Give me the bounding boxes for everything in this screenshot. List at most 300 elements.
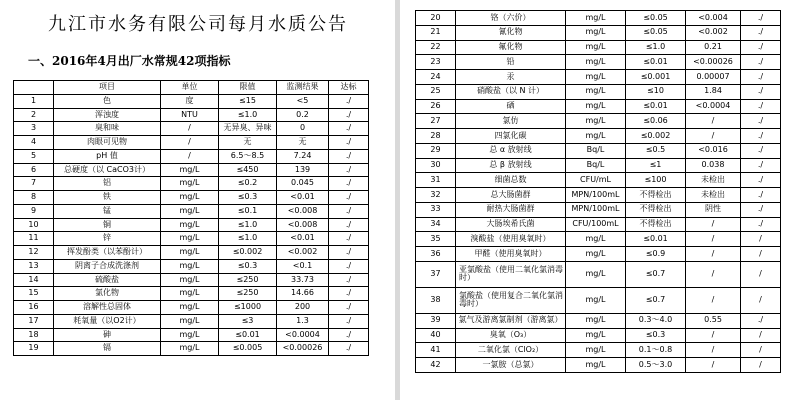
row-result: 阴性 (686, 202, 741, 217)
row-limit: 不得检出 (626, 202, 686, 217)
row-result: <0.00026 (686, 55, 741, 70)
row-compliance: ./ (741, 11, 781, 26)
row-index: 15 (14, 287, 54, 301)
row-limit: ≤0.01 (626, 99, 686, 114)
row-compliance: ./ (741, 70, 781, 85)
row-compliance: ./ (329, 314, 369, 328)
row-compliance: ./ (329, 191, 369, 205)
row-result: 139 (277, 163, 329, 177)
table-row (14, 191, 369, 205)
row-index: 27 (416, 114, 456, 129)
row-unit: mg/L (566, 232, 626, 247)
row-index: 26 (416, 99, 456, 114)
row-item: 浑浊度 (54, 108, 161, 122)
row-limit: ≤0.3 (219, 259, 277, 273)
row-index: 4 (14, 136, 54, 150)
row-index: 29 (416, 143, 456, 158)
row-result: 0.045 (277, 177, 329, 191)
row-result: / (686, 328, 741, 343)
row-compliance: / (741, 232, 781, 247)
row-index: 30 (416, 158, 456, 173)
row-compliance: ./ (329, 204, 369, 218)
row-limit: ≤1000 (219, 301, 277, 315)
row-compliance: ./ (741, 114, 781, 129)
row-unit: mg/L (566, 287, 626, 313)
water-quality-table-left (13, 80, 369, 356)
document-title: 九江市水务有限公司每月水质公告 (48, 14, 348, 35)
row-unit: mg/L (161, 177, 219, 191)
row-result: 33.73 (277, 273, 329, 287)
table-row (14, 232, 369, 246)
row-unit: / (161, 149, 219, 163)
row-unit: mg/L (161, 328, 219, 342)
row-index: 22 (416, 40, 456, 55)
table-row (14, 287, 369, 301)
row-item: 铝 (54, 177, 161, 191)
row-unit: mg/L (161, 232, 219, 246)
row-unit: CFU/mL (566, 173, 626, 188)
row-index: 11 (14, 232, 54, 246)
table-row (416, 202, 781, 217)
row-limit: ≤0.1 (219, 204, 277, 218)
table-row (416, 70, 781, 85)
row-unit: MPN/100mL (566, 202, 626, 217)
row-result: / (686, 261, 741, 287)
row-limit: ≤0.005 (219, 342, 277, 356)
row-compliance: / (741, 343, 781, 358)
row-unit: mg/L (161, 301, 219, 315)
row-result: 0 (277, 122, 329, 136)
row-unit: mg/L (161, 204, 219, 218)
row-unit: mg/L (161, 342, 219, 356)
row-compliance: / (741, 287, 781, 313)
table-row (416, 55, 781, 70)
row-limit: ≤0.002 (219, 246, 277, 260)
row-limit: ≤0.5 (626, 143, 686, 158)
row-item: pH 值 (54, 149, 161, 163)
row-result: 14.66 (277, 287, 329, 301)
table-row (416, 188, 781, 203)
row-compliance: ./ (741, 84, 781, 99)
row-item: 亚氯酸盐（使用二氧化氯消毒时） (456, 261, 566, 287)
row-compliance: ./ (329, 136, 369, 150)
table-row (14, 218, 369, 232)
row-index: 18 (14, 328, 54, 342)
row-limit: 无异臭、异味 (219, 122, 277, 136)
table-row (416, 99, 781, 114)
header-limit: 限值 (219, 81, 277, 95)
row-limit: ≤250 (219, 273, 277, 287)
row-result: <0.008 (277, 204, 329, 218)
row-index: 38 (416, 287, 456, 313)
row-index: 3 (14, 122, 54, 136)
row-result: <0.002 (277, 246, 329, 260)
row-result: 1.3 (277, 314, 329, 328)
table-row (14, 328, 369, 342)
row-item: 总 α 放射线 (456, 143, 566, 158)
row-result: <0.0004 (277, 328, 329, 342)
row-limit: ≤100 (626, 173, 686, 188)
row-unit: mg/L (566, 261, 626, 287)
table-row (14, 177, 369, 191)
row-compliance: ./ (329, 232, 369, 246)
table-row (416, 287, 781, 313)
row-index: 19 (14, 342, 54, 356)
row-limit: ≤0.01 (626, 232, 686, 247)
row-limit: ≤0.05 (626, 25, 686, 40)
section-heading: 一、2016年4月出厂水常规42项指标 (28, 54, 231, 68)
row-limit: 不得检出 (626, 217, 686, 232)
row-compliance: ./ (329, 328, 369, 342)
row-result: 7.24 (277, 149, 329, 163)
table-row (14, 108, 369, 122)
row-result: <0.0004 (686, 99, 741, 114)
row-result: <0.004 (686, 11, 741, 26)
row-item: 氯化物 (54, 287, 161, 301)
row-limit: 无 (219, 136, 277, 150)
table-row (416, 158, 781, 173)
header-item: 项目 (54, 81, 161, 95)
row-unit: CFU/100mL (566, 217, 626, 232)
table-row (416, 11, 781, 26)
row-compliance: ./ (329, 342, 369, 356)
table-row (416, 40, 781, 55)
row-result: 未检出 (686, 188, 741, 203)
header-compliance: 达标 (329, 81, 369, 95)
header-result: 监测结果 (277, 81, 329, 95)
row-compliance: ./ (741, 173, 781, 188)
row-item: 铁 (54, 191, 161, 205)
row-result: 0.00007 (686, 70, 741, 85)
table-row (416, 217, 781, 232)
row-item: 砷 (54, 328, 161, 342)
row-index: 10 (14, 218, 54, 232)
row-compliance: ./ (329, 149, 369, 163)
row-result: 1.84 (686, 84, 741, 99)
row-index: 17 (14, 314, 54, 328)
row-compliance: ./ (741, 202, 781, 217)
row-unit: mg/L (566, 328, 626, 343)
row-compliance: ./ (329, 122, 369, 136)
row-result: 0.2 (277, 108, 329, 122)
row-item: 锌 (54, 232, 161, 246)
row-compliance: ./ (329, 94, 369, 108)
table-row (14, 204, 369, 218)
row-limit: ≤10 (626, 84, 686, 99)
row-limit: ≤1.0 (219, 108, 277, 122)
row-result: / (686, 232, 741, 247)
row-compliance: / (741, 247, 781, 262)
table-row (416, 328, 781, 343)
row-result: / (686, 358, 741, 373)
row-limit: ≤1.0 (219, 218, 277, 232)
row-index: 35 (416, 232, 456, 247)
row-result: / (686, 247, 741, 262)
row-item: 氯仿 (456, 114, 566, 129)
row-item: 色 (54, 94, 161, 108)
row-item: 溶解性总固体 (54, 301, 161, 315)
row-limit: ≤0.3 (219, 191, 277, 205)
table-row (14, 273, 369, 287)
row-compliance: ./ (741, 99, 781, 114)
row-limit: 0.5～3.0 (626, 358, 686, 373)
header-unit: 单位 (161, 81, 219, 95)
row-unit: mg/L (161, 191, 219, 205)
row-unit: mg/L (161, 259, 219, 273)
row-index: 41 (416, 343, 456, 358)
row-unit: mg/L (566, 40, 626, 55)
row-item: 耗氧量（以O2计） (54, 314, 161, 328)
table-row (14, 122, 369, 136)
row-item: 耐热大肠菌群 (456, 202, 566, 217)
row-unit: mg/L (566, 55, 626, 70)
row-unit: MPN/100mL (566, 188, 626, 203)
row-index: 23 (416, 55, 456, 70)
row-item: 四氯化碳 (456, 129, 566, 144)
table-row (416, 261, 781, 287)
row-compliance: ./ (741, 25, 781, 40)
row-limit: ≤1 (626, 158, 686, 173)
table-row (416, 129, 781, 144)
row-item: 挥发酚类（以苯酚计） (54, 246, 161, 260)
table-row (14, 259, 369, 273)
table-row (14, 163, 369, 177)
row-item: 一氯胺（总氯） (456, 358, 566, 373)
row-item: 溴酸盐（使用臭氧时） (456, 232, 566, 247)
row-limit: 不得检出 (626, 188, 686, 203)
row-limit: ≤0.06 (626, 114, 686, 129)
row-result: <0.00026 (277, 342, 329, 356)
row-compliance: ./ (741, 188, 781, 203)
row-item: 细菌总数 (456, 173, 566, 188)
row-item: 总 β 放射线 (456, 158, 566, 173)
row-item: 汞 (456, 70, 566, 85)
row-compliance: ./ (741, 143, 781, 158)
row-unit: mg/L (161, 218, 219, 232)
row-index: 32 (416, 188, 456, 203)
table-row (416, 313, 781, 328)
row-item: 甲醛（使用臭氧时） (456, 247, 566, 262)
row-limit: ≤15 (219, 94, 277, 108)
row-index: 16 (14, 301, 54, 315)
row-result: <0.01 (277, 232, 329, 246)
row-compliance: ./ (329, 301, 369, 315)
row-limit: ≤0.01 (626, 55, 686, 70)
row-unit: Bq/L (566, 158, 626, 173)
row-unit: NTU (161, 108, 219, 122)
row-result: 未检出 (686, 173, 741, 188)
row-unit: mg/L (566, 313, 626, 328)
table-row (14, 314, 369, 328)
row-unit: / (161, 136, 219, 150)
row-index: 8 (14, 191, 54, 205)
row-limit: ≤0.3 (626, 328, 686, 343)
row-index: 25 (416, 84, 456, 99)
row-unit: mg/L (161, 314, 219, 328)
row-item: 臭和味 (54, 122, 161, 136)
row-item: 氯酸盐（使用复合二氧化氯消毒时） (456, 287, 566, 313)
row-unit: mg/L (161, 163, 219, 177)
row-item: 肉眼可见物 (54, 136, 161, 150)
row-limit: 0.1～0.8 (626, 343, 686, 358)
row-unit: mg/L (566, 247, 626, 262)
row-limit: ≤0.9 (626, 247, 686, 262)
row-unit: / (161, 122, 219, 136)
row-index: 14 (14, 273, 54, 287)
row-compliance: ./ (329, 273, 369, 287)
row-index: 1 (14, 94, 54, 108)
row-limit: 6.5～8.5 (219, 149, 277, 163)
row-index: 9 (14, 204, 54, 218)
row-index: 40 (416, 328, 456, 343)
row-result: / (686, 287, 741, 313)
row-result: 0.21 (686, 40, 741, 55)
row-result: <0.1 (277, 259, 329, 273)
row-result: 0.038 (686, 158, 741, 173)
row-limit: 0.3～4.0 (626, 313, 686, 328)
row-limit: ≤0.2 (219, 177, 277, 191)
row-limit: ≤0.001 (626, 70, 686, 85)
table-row (14, 136, 369, 150)
row-unit: mg/L (566, 343, 626, 358)
row-compliance: / (741, 261, 781, 287)
row-result: 0.55 (686, 313, 741, 328)
row-unit: mg/L (566, 358, 626, 373)
row-index: 2 (14, 108, 54, 122)
row-index: 13 (14, 259, 54, 273)
water-quality-table-right (415, 10, 781, 373)
table-row (14, 301, 369, 315)
row-unit: mg/L (566, 99, 626, 114)
row-index: 6 (14, 163, 54, 177)
row-result: / (686, 217, 741, 232)
row-unit: mg/L (566, 70, 626, 85)
table-row (416, 114, 781, 129)
row-index: 36 (416, 247, 456, 262)
row-result: <0.002 (686, 25, 741, 40)
row-index: 5 (14, 149, 54, 163)
row-compliance: ./ (741, 55, 781, 70)
table-row (14, 342, 369, 356)
row-compliance: ./ (741, 313, 781, 328)
row-item: 铬（六价） (456, 11, 566, 26)
row-unit: mg/L (566, 114, 626, 129)
row-index: 12 (14, 246, 54, 260)
row-limit: ≤1.0 (626, 40, 686, 55)
row-compliance: ./ (329, 287, 369, 301)
row-index: 33 (416, 202, 456, 217)
table-row (14, 246, 369, 260)
row-result: 200 (277, 301, 329, 315)
row-unit: Bq/L (566, 143, 626, 158)
row-compliance: ./ (329, 177, 369, 191)
row-result: <0.008 (277, 218, 329, 232)
table-row (416, 143, 781, 158)
row-limit: ≤0.7 (626, 261, 686, 287)
row-result: / (686, 343, 741, 358)
table-row (416, 247, 781, 262)
row-item: 二氧化氯（ClO₂） (456, 343, 566, 358)
table-row (14, 149, 369, 163)
row-item: 硝酸盐（以 N 计） (456, 84, 566, 99)
row-compliance: ./ (741, 40, 781, 55)
row-compliance: ./ (329, 259, 369, 273)
row-compliance: ./ (329, 163, 369, 177)
row-result: / (686, 129, 741, 144)
row-item: 氯气及游离氯制剂（游离氯） (456, 313, 566, 328)
row-compliance: ./ (741, 158, 781, 173)
row-item: 硫酸盐 (54, 273, 161, 287)
row-item: 氰化物 (456, 25, 566, 40)
row-index: 31 (416, 173, 456, 188)
table-row (416, 343, 781, 358)
row-item: 总大肠菌群 (456, 188, 566, 203)
row-result: <0.01 (277, 191, 329, 205)
table-row (416, 25, 781, 40)
row-unit: mg/L (566, 11, 626, 26)
row-limit: ≤450 (219, 163, 277, 177)
row-index: 37 (416, 261, 456, 287)
row-limit: ≤250 (219, 287, 277, 301)
row-index: 7 (14, 177, 54, 191)
table-row (14, 94, 369, 108)
row-item: 铜 (54, 218, 161, 232)
row-limit: ≤0.01 (219, 328, 277, 342)
row-result: <5 (277, 94, 329, 108)
row-index: 28 (416, 129, 456, 144)
row-unit: mg/L (566, 84, 626, 99)
row-item: 大肠埃希氏菌 (456, 217, 566, 232)
row-item: 阴离子合成洗涤剂 (54, 259, 161, 273)
row-unit: mg/L (161, 287, 219, 301)
row-item: 硒 (456, 99, 566, 114)
row-compliance: ./ (329, 218, 369, 232)
row-index: 42 (416, 358, 456, 373)
row-item: 铅 (456, 55, 566, 70)
header-index (14, 81, 54, 95)
row-compliance: ./ (741, 217, 781, 232)
table-row (416, 84, 781, 99)
row-index: 24 (416, 70, 456, 85)
row-result: 无 (277, 136, 329, 150)
row-compliance: / (741, 358, 781, 373)
row-index: 39 (416, 313, 456, 328)
row-result: / (686, 114, 741, 129)
row-result: <0.016 (686, 143, 741, 158)
row-unit: mg/L (566, 129, 626, 144)
table-row (416, 232, 781, 247)
table-row (416, 358, 781, 373)
row-limit: ≤0.7 (626, 287, 686, 313)
row-limit: ≤1.0 (219, 232, 277, 246)
row-item: 镉 (54, 342, 161, 356)
row-item: 锰 (54, 204, 161, 218)
row-unit: mg/L (566, 25, 626, 40)
row-item: 臭氧（O₃） (456, 328, 566, 343)
row-compliance: ./ (329, 246, 369, 260)
table-row (416, 173, 781, 188)
row-index: 20 (416, 11, 456, 26)
row-limit: ≤0.05 (626, 11, 686, 26)
row-index: 34 (416, 217, 456, 232)
row-index: 21 (416, 25, 456, 40)
row-compliance: / (741, 328, 781, 343)
row-limit: ≤3 (219, 314, 277, 328)
row-item: 氟化物 (456, 40, 566, 55)
row-unit: mg/L (161, 273, 219, 287)
row-compliance: ./ (741, 129, 781, 144)
row-unit: 度 (161, 94, 219, 108)
